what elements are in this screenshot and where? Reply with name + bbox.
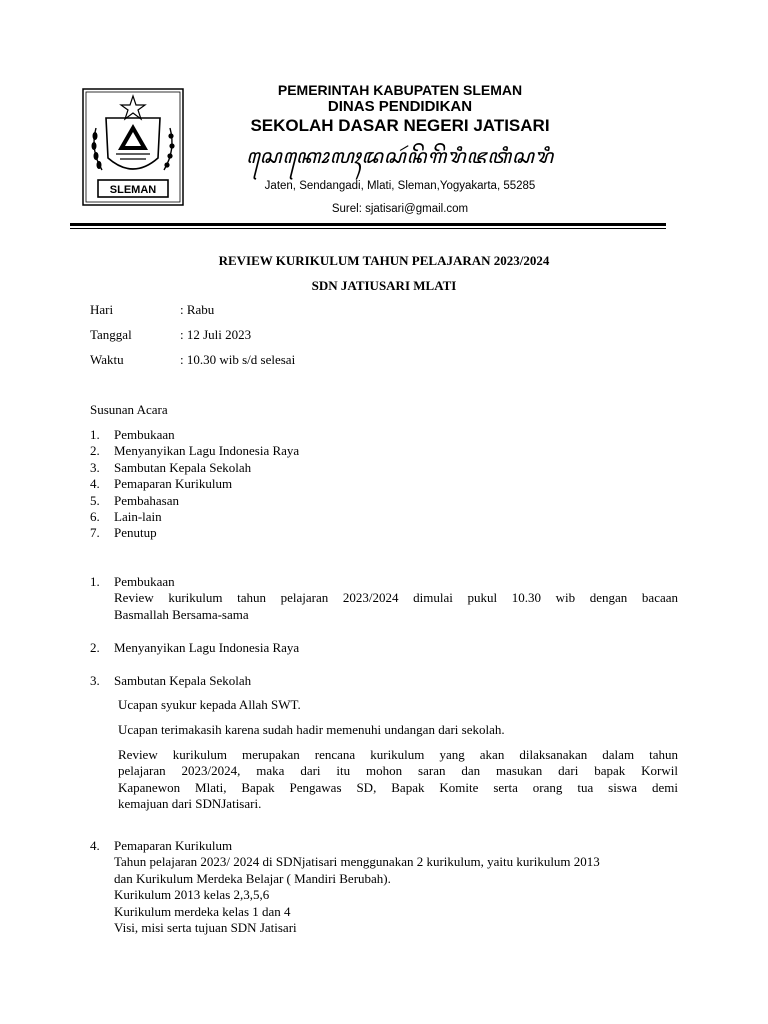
speech-paragraph: Ucapan syukur kepada Allah SWT. [118,697,301,712]
speech-line: kemajuan dari SDNJatisari. [118,796,262,812]
list-item [90,460,678,476]
info-value: : Rabu [180,302,215,317]
speech-line: pelajaran 2023/2024, maka dari itu mohon saran dan masukan dari bapak Korwil [118,763,678,779]
speech-line: Kapanewon Mlati, Bapak Pengawas SD, Bapak Komite serta orang tua siswa demi [118,779,678,795]
section-principal-speech [90,673,678,689]
section-curriculum [90,838,678,936]
letterhead-divider-thick [70,223,666,226]
section-text-line: Tahun pelajaran 2023/ 2024 di SDNjatisari menggunakan 2 kurikulum, yaitu kurikulum 2013 [114,854,600,870]
list-item [90,427,678,443]
info-row-date [90,327,251,343]
section-number: 3. [90,673,100,688]
list-item [90,509,678,525]
section-text-line: dan Kurikulum Merdeka Belajar ( Mandiri Berubah). [114,870,391,886]
section-heading: Menyanyikan Lagu Indonesia Raya [114,640,300,655]
section-text-line: Kurikulum merdeka kelas 1 dan 4 [114,903,291,919]
department-name: DINAS PENDIDIKAN [327,98,473,115]
school-name: SEKOLAH DASAR NEGERI JATISARI [250,116,550,135]
section-number: 4. [90,838,100,853]
info-row-time [90,352,295,368]
list-number: 2. [90,443,100,459]
speech-paragraph: Ucapan terimakasih karena sudah hadir memenuhi undangan dari sekolah. [118,722,505,737]
list-text: Menyanyikan Lagu Indonesia Raya [114,443,300,459]
agenda-list [90,427,678,542]
list-item [90,525,678,541]
sleman-regency-logo [82,88,184,206]
info-label: Waktu [90,352,124,367]
list-number: 4. [90,476,100,492]
section-heading: Pembukaan [114,574,175,589]
list-text: Pembahasan [114,492,179,508]
section-number: 1. [90,574,100,589]
speech-paragraph [118,747,678,813]
list-text: Sambutan Kepala Sekolah [114,459,252,475]
list-number: 3. [90,459,100,475]
info-label: Hari [90,302,114,317]
info-value: : 12 Juli 2023 [180,327,252,342]
document-title: REVIEW KURIKULUM TAHUN PELAJARAN 2023/2024 [218,253,550,268]
list-item [90,476,678,492]
school-address: Jaten, Sendangadi, Mlati, Sleman,Yogyakarta, 55285 [264,180,536,192]
agenda-heading: Susunan Acara [90,402,168,417]
document-subtitle: SDN JATIUSARI MLATI [311,278,457,293]
list-number: 5. [90,492,100,508]
section-text-line: Visi, misi serta tujuan SDN Jatisari [114,920,297,936]
info-row-day [90,302,214,318]
list-item [90,443,678,459]
list-text: Penutup [114,525,157,541]
list-text: Pembukaan [114,427,175,442]
info-value: : 10.30 wib s/d selesai [180,352,296,367]
speech-line: Review kurikulum merupakan rencana kurikulum yang akan dilaksanakan dalam tahun [118,747,678,762]
letterhead-divider-thin [70,228,666,229]
list-number: 1. [90,427,100,442]
list-number: 7. [90,525,100,541]
info-label: Tanggal [90,327,132,342]
government-name: PEMERINTAH KABUPATEN SLEMAN [277,82,523,98]
section-heading: Sambutan Kepala Sekolah [114,673,252,688]
section-anthem [90,640,678,656]
logo-label: SLEMAN [109,184,157,196]
section-heading: Pemaparan Kurikulum [114,838,233,853]
list-item [90,493,678,509]
school-email: Surel: sjatisari@gmail.com [331,203,469,215]
section-opening [90,574,678,623]
list-text: Lain-lain [114,509,162,525]
javanese-script-school-name: ꦱꦺꦏꦺꦴꦭꦃꦢꦱꦂꦤꦼꦒꦼꦫꦶꦗꦠꦶꦱꦫꦶ [246,146,554,168]
list-text: Pemaparan Kurikulum [114,476,233,492]
list-number: 6. [90,509,100,525]
section-text-line: Basmallah Bersama-sama [114,606,249,622]
section-text-line: Review kurikulum tahun pelajaran 2023/2024 dimulai pukul 10.30 wib dengan bacaan [114,590,678,606]
section-number: 2. [90,640,100,655]
section-text-line: Kurikulum 2013 kelas 2,3,5,6 [114,887,270,903]
